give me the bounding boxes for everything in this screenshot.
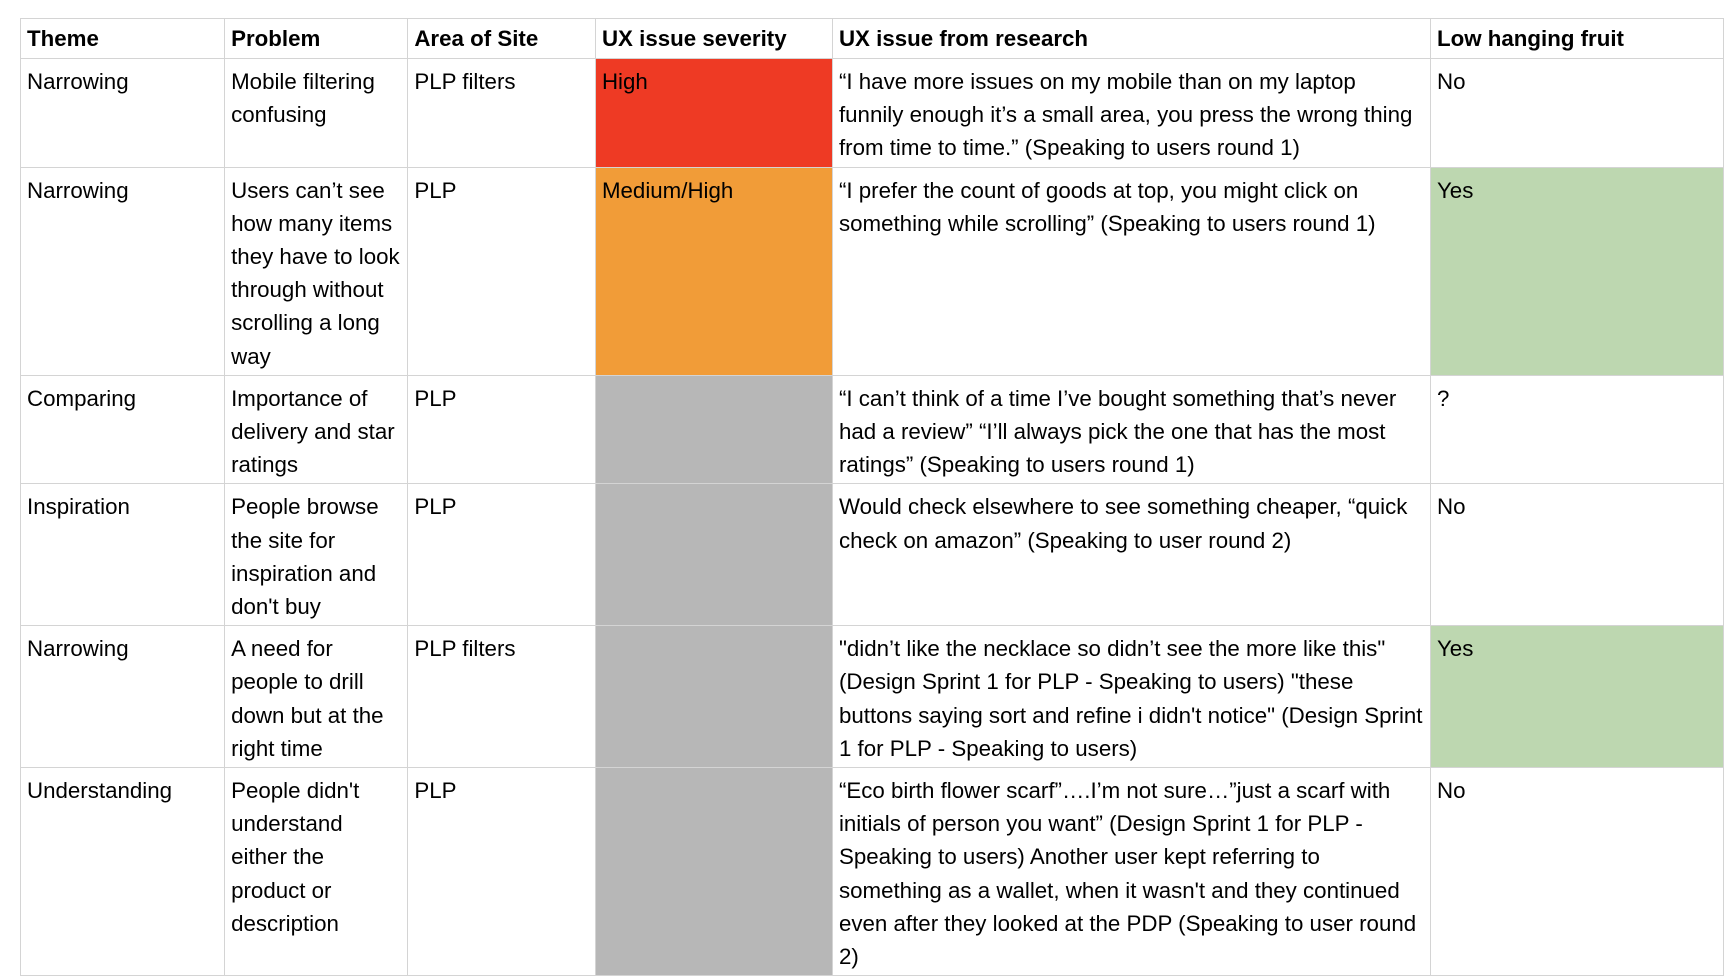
table-row — [21, 375, 1724, 484]
theme-cell: Understanding — [21, 768, 225, 976]
problem-cell: Users can’t see how many items they have to look through without scrolling a long way — [225, 167, 408, 375]
theme-cell: Inspiration — [21, 484, 225, 626]
theme-cell: Comparing — [21, 375, 225, 484]
research-cell: "didn’t like the necklace so didn’t see the more like this" (Design Sprint 1 for PLP - Speaking to users) "these buttons saying sort and refine i didn't notice" (Design Sprint 1 for PLP - Speaking to users) — [832, 626, 1430, 768]
research-cell: “Eco birth flower scarf”….I’m not sure…”just a scarf with initials of person you want” (Design Sprint 1 for PLP - Speaking to users) Another user kept referring to something as a wallet, when it wasn't and they continued even after they looked at the PDP (Speaking to user round 2) — [832, 768, 1430, 976]
severity-cell — [595, 484, 832, 626]
header-research: UX issue from research — [832, 19, 1430, 59]
ux-issues-table — [20, 18, 1724, 976]
header-area: Area of Site — [408, 19, 596, 59]
severity-cell — [595, 375, 832, 484]
table-row — [21, 167, 1724, 375]
low-hanging-fruit-cell: Yes — [1430, 167, 1723, 375]
theme-cell: Narrowing — [21, 626, 225, 768]
table-row — [21, 626, 1724, 768]
severity-cell: Medium/High — [595, 167, 832, 375]
problem-cell: Mobile filtering confusing — [225, 59, 408, 168]
area-cell: PLP — [408, 375, 596, 484]
severity-cell: High — [595, 59, 832, 168]
area-cell: PLP — [408, 167, 596, 375]
problem-cell: People browse the site for inspiration and don't buy — [225, 484, 408, 626]
low-hanging-fruit-cell: No — [1430, 59, 1723, 168]
low-hanging-fruit-cell: Yes — [1430, 626, 1723, 768]
severity-cell — [595, 626, 832, 768]
research-cell: Would check elsewhere to see something cheaper, “quick check on amazon” (Speaking to user round 2) — [832, 484, 1430, 626]
research-cell: “I prefer the count of goods at top, you might click on something while scrolling” (Speaking to users round 1) — [832, 167, 1430, 375]
table-row — [21, 484, 1724, 626]
area-cell: PLP filters — [408, 626, 596, 768]
area-cell: PLP filters — [408, 59, 596, 168]
theme-cell: Narrowing — [21, 167, 225, 375]
research-cell: “I have more issues on my mobile than on my laptop funnily enough it’s a small area, you press the wrong thing from time to time.” (Speaking to users round 1) — [832, 59, 1430, 168]
low-hanging-fruit-cell: No — [1430, 768, 1723, 976]
area-cell: PLP — [408, 484, 596, 626]
header-theme: Theme — [21, 19, 225, 59]
header-problem: Problem — [225, 19, 408, 59]
area-cell: PLP — [408, 768, 596, 976]
problem-cell: Importance of delivery and star ratings — [225, 375, 408, 484]
research-cell: “I can’t think of a time I’ve bought something that’s never had a review” “I’ll always pick the one that has the most ratings” (Speaking to users round 1) — [832, 375, 1430, 484]
problem-cell: A need for people to drill down but at the right time — [225, 626, 408, 768]
header-severity: UX issue severity — [595, 19, 832, 59]
low-hanging-fruit-cell: No — [1430, 484, 1723, 626]
problem-cell: People didn't understand either the product or description — [225, 768, 408, 976]
table-row — [21, 59, 1724, 168]
header-row — [21, 19, 1724, 59]
theme-cell: Narrowing — [21, 59, 225, 168]
table-row — [21, 768, 1724, 976]
severity-cell — [595, 768, 832, 976]
low-hanging-fruit-cell: ? — [1430, 375, 1723, 484]
header-low-hanging-fruit: Low hanging fruit — [1430, 19, 1723, 59]
